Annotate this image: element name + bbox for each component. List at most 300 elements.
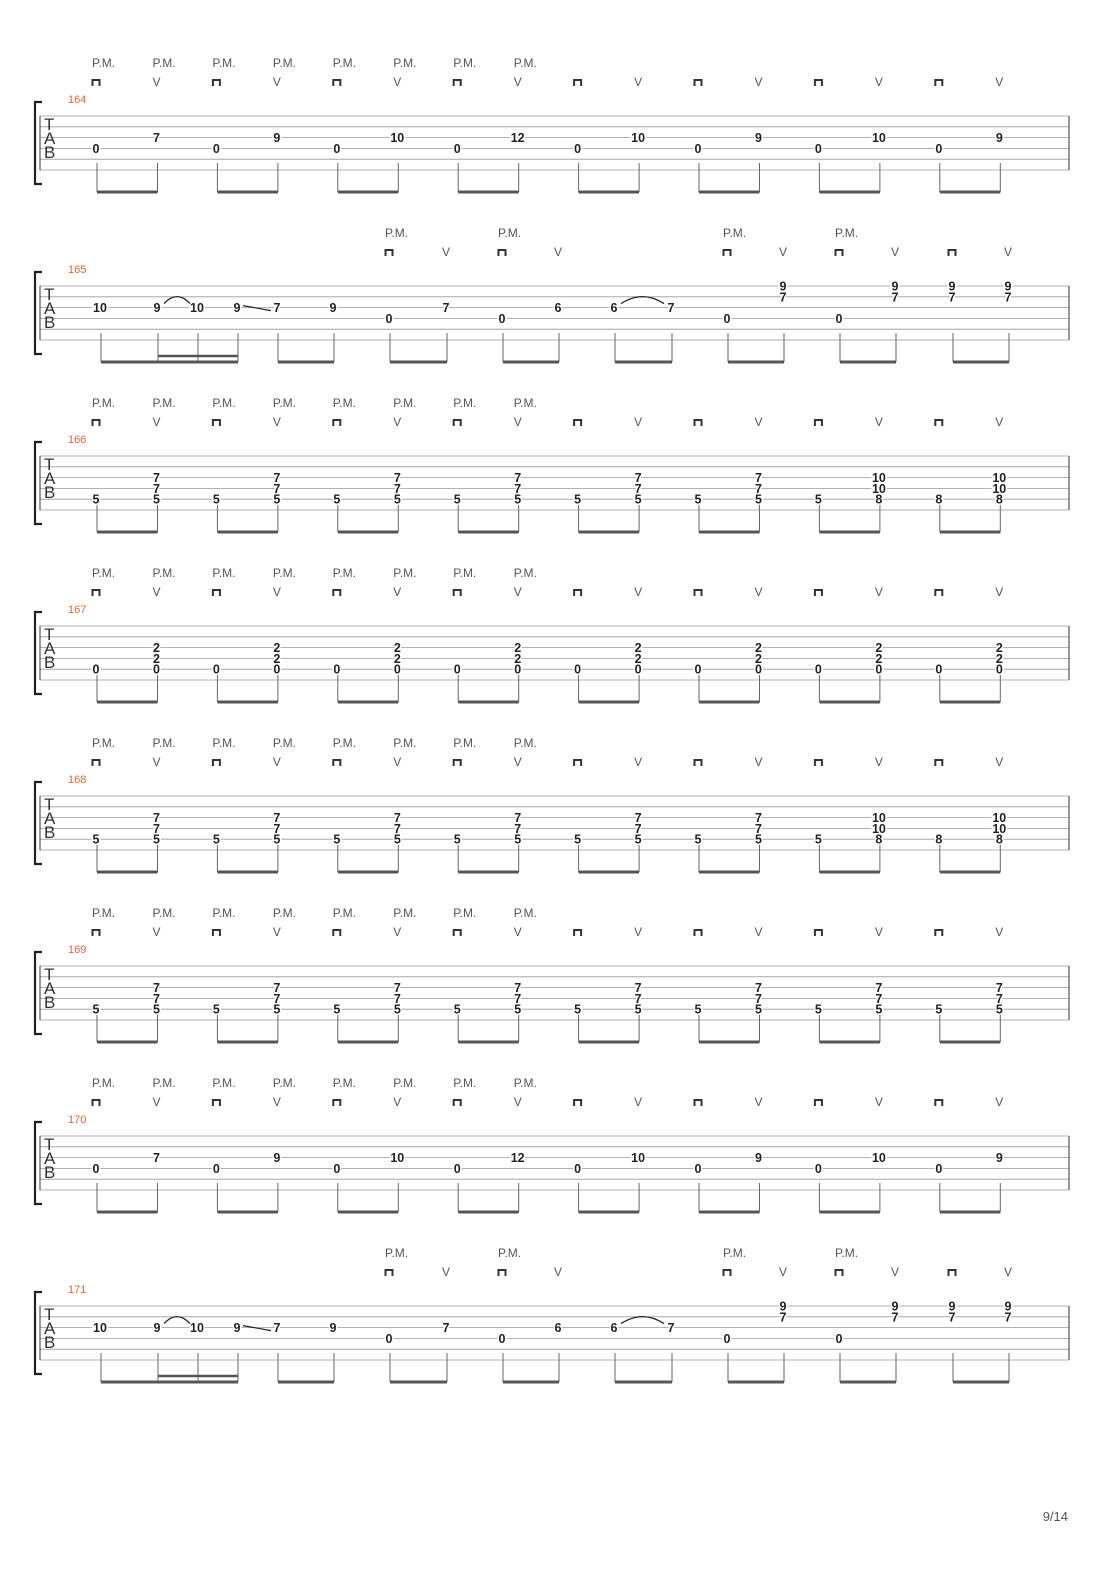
downstroke-icon [949,1270,956,1276]
palm-mute-label: P.M. [498,1246,522,1260]
upstroke-icon: V [393,75,402,89]
fret-number: 5 [935,1002,943,1017]
fret-number: 7 [755,981,762,996]
palm-mute-label: P.M. [453,396,477,410]
fret-number: 6 [554,1321,562,1336]
fret-number: 5 [574,1002,582,1017]
palm-mute-label: P.M. [272,736,297,750]
fret-number: 7 [514,981,522,996]
palm-mute-label: P.M. [152,1076,176,1090]
fret-number: 0 [333,662,341,677]
fret-number: 2 [153,641,160,656]
upstroke-icon: V [513,1095,522,1109]
upstroke-icon: V [995,1095,1004,1109]
fret-number: 5 [212,1002,220,1017]
tab-clef-letter: T [44,1135,55,1154]
upstroke-icon: V [634,755,643,769]
fret-number: 5 [393,832,401,847]
palm-mute-label: P.M. [152,566,176,580]
fret-number: 0 [92,662,100,677]
fret-number: 7 [634,981,642,996]
downstroke-icon [454,80,461,86]
fret-number: 5 [273,832,281,847]
fret-number: 5 [333,832,341,847]
fret-number: 0 [814,1161,822,1176]
tab-clef-letter: A [44,469,56,488]
downstroke-icon [454,420,461,426]
downstroke-icon [836,250,843,256]
fret-number: 0 [393,662,401,677]
fret-number: 7 [891,290,899,305]
downstroke-icon [695,420,702,426]
fret-number: 9 [153,1321,161,1336]
tab-clef-letter: B [44,993,56,1012]
fret-number: 0 [835,311,843,326]
fret-number: 0 [694,662,702,677]
fret-number: 7 [755,481,762,496]
fret-number: 10 [390,1151,405,1166]
upstroke-icon: V [754,585,763,599]
palm-mute-label: P.M. [393,906,417,920]
upstroke-icon: V [634,75,643,89]
fret-number: 8 [995,832,1003,847]
upstroke-icon: V [754,755,763,769]
fret-number: 5 [694,1002,702,1017]
fret-number: 7 [153,1151,160,1166]
fret-number: 7 [153,481,160,496]
fret-number: 5 [212,832,220,847]
fret-number: 8 [935,492,943,507]
fret-number: 0 [453,662,461,677]
downstroke-icon [454,1100,461,1106]
palm-mute-label: P.M. [92,56,116,70]
tab-clef-letter: B [44,1163,56,1182]
tie [164,1317,190,1324]
palm-mute-label: P.M. [393,736,417,750]
tab-clef-letter: B [44,653,56,672]
fret-number: 7 [948,1310,956,1325]
page-number: 9/14 [1042,1509,1068,1524]
downstroke-icon [454,760,461,766]
measure-number: 165 [68,264,87,276]
palm-mute-label: P.M. [513,1076,537,1090]
upstroke-icon: V [393,925,402,939]
fret-number: 7 [634,471,642,486]
fret-number: 9 [948,1299,956,1314]
tab-clef-letter: A [44,809,56,828]
fret-number: 7 [393,821,401,836]
downstroke-icon [213,80,220,86]
fret-number: 7 [273,471,281,486]
fret-number: 7 [393,471,401,486]
fret-number: 7 [153,981,160,996]
fret-number: 0 [814,662,822,677]
fret-number: 9 [995,1151,1003,1166]
fret-number: 7 [273,811,281,826]
system-bracket [35,102,42,184]
upstroke-icon: V [152,925,161,939]
tab-clef-letter: A [44,129,56,148]
upstroke-icon: V [393,585,402,599]
fret-number: 7 [667,1321,675,1336]
fret-number: 5 [333,1002,341,1017]
fret-number: 10 [992,471,1007,486]
fret-number: 7 [393,811,401,826]
tab-clef-letter: A [44,299,56,318]
tab-clef-letter: T [44,965,55,984]
upstroke-icon: V [554,1265,563,1279]
fret-number: 10 [93,301,107,316]
palm-mute-label: P.M. [272,396,297,410]
upstroke-icon: V [272,415,281,429]
downstroke-icon [213,760,220,766]
downstroke-icon [815,420,822,426]
measure-number: 171 [68,1284,87,1296]
palm-mute-label: P.M. [272,566,297,580]
upstroke-icon: V [272,1095,281,1109]
palm-mute-label: P.M. [212,566,236,580]
palm-mute-label: P.M. [92,1076,116,1090]
fret-number: 10 [190,301,204,316]
fret-number: 5 [634,492,642,507]
downstroke-icon [93,420,100,426]
fret-number: 7 [273,991,281,1006]
upstroke-icon: V [272,75,281,89]
upstroke-icon: V [874,925,883,939]
downstroke-icon [695,80,702,86]
upstroke-icon: V [272,925,281,939]
fret-number: 5 [92,492,100,507]
fret-number: 9 [891,1299,899,1314]
downstroke-icon [93,760,100,766]
fret-number: 0 [333,1161,341,1176]
fret-number: 0 [453,1161,461,1176]
upstroke-icon: V [513,75,522,89]
fret-number: 10 [190,1321,204,1336]
tab-clef-letter: T [44,795,55,814]
fret-number: 2 [393,651,401,666]
fret-number: 0 [634,662,642,677]
tab-clef-letter: A [44,979,56,998]
fret-number: 5 [92,832,100,847]
fret-number: 5 [212,492,220,507]
downstroke-icon [574,760,581,766]
palm-mute-label: P.M. [152,396,176,410]
downstroke-icon [454,590,461,596]
fret-number: 0 [935,662,943,677]
fret-number: 2 [634,641,642,656]
downstroke-icon [695,760,702,766]
upstroke-icon: V [874,415,883,429]
palm-mute-label: P.M. [723,226,747,240]
fret-number: 7 [755,811,762,826]
fret-number: 5 [153,832,160,847]
upstroke-icon: V [442,1265,451,1279]
palm-mute-label: P.M. [453,1076,477,1090]
fret-number: 10 [631,1151,646,1166]
system-bracket [35,952,42,1034]
fret-number: 7 [442,1321,450,1336]
downstroke-icon [949,250,956,256]
downstroke-icon [333,760,340,766]
upstroke-icon: V [995,75,1004,89]
fret-number: 5 [514,1002,522,1017]
fret-number: 7 [875,991,883,1006]
fret-number: 7 [948,290,956,305]
downstroke-icon [695,590,702,596]
fret-number: 0 [723,311,731,326]
palm-mute-label: P.M. [453,56,477,70]
fret-number: 7 [514,811,522,826]
fret-number: 7 [442,301,450,316]
system-bracket [35,1122,42,1204]
fret-number: 5 [814,1002,822,1017]
fret-number: 0 [694,141,702,156]
palm-mute-label: P.M. [152,906,176,920]
fret-number: 9 [755,131,762,146]
fret-number: 0 [212,141,220,156]
fret-number: 10 [631,131,646,146]
tab-clef-letter: T [44,1305,55,1324]
upstroke-icon: V [152,415,161,429]
fret-number: 7 [755,821,762,836]
tie [621,297,664,304]
palm-mute-label: P.M. [212,1076,236,1090]
fret-number: 9 [273,1151,281,1166]
measure-number: 164 [68,94,87,106]
fret-number: 2 [393,641,401,656]
fret-number: 5 [514,492,522,507]
palm-mute-label: P.M. [453,906,477,920]
fret-number: 10 [871,481,886,496]
fret-number: 0 [935,1161,943,1176]
fret-number: 0 [995,662,1003,677]
system-bracket [35,612,42,694]
fret-number: 7 [514,991,522,1006]
fret-number: 2 [995,641,1003,656]
tab-clef-letter: B [44,823,56,842]
palm-mute-label: P.M. [272,56,297,70]
downstroke-icon [574,930,581,936]
upstroke-icon: V [891,1265,900,1279]
downstroke-icon [815,760,822,766]
fret-number: 10 [390,131,405,146]
tab-clef-letter: A [44,1149,56,1168]
fret-number: 9 [755,1151,762,1166]
downstroke-icon [93,590,100,596]
upstroke-icon: V [513,925,522,939]
fret-number: 5 [634,1002,642,1017]
palm-mute-label: P.M. [393,566,417,580]
palm-mute-label: P.M. [212,396,236,410]
tab-clef-letter: T [44,455,55,474]
fret-number: 0 [935,141,943,156]
fret-number: 7 [634,811,642,826]
fret-number: 7 [273,981,281,996]
upstroke-icon: V [754,415,763,429]
fret-number: 9 [329,301,337,316]
palm-mute-label: P.M. [453,566,477,580]
fret-number: 10 [871,471,886,486]
palm-mute-label: P.M. [513,906,537,920]
fret-number: 5 [574,492,582,507]
downstroke-icon [213,590,220,596]
fret-number: 9 [273,131,281,146]
fret-number: 9 [233,301,241,316]
fret-number: 2 [153,651,160,666]
fret-number: 7 [153,131,160,146]
upstroke-icon: V [634,1095,643,1109]
upstroke-icon: V [779,1265,788,1279]
fret-number: 7 [995,981,1003,996]
upstroke-icon: V [513,415,522,429]
palm-mute-label: P.M. [332,396,356,410]
fret-number: 9 [233,1321,241,1336]
upstroke-icon: V [874,1095,883,1109]
fret-number: 9 [779,279,787,294]
tab-clef-letter: A [44,639,56,658]
tab-clef-letter: B [44,483,56,502]
upstroke-icon: V [513,585,522,599]
fret-number: 0 [574,662,582,677]
fret-number: 8 [875,492,883,507]
fret-number: 9 [995,131,1003,146]
downstroke-icon [574,590,581,596]
tab-clef-letter: B [44,143,56,162]
downstroke-icon [213,1100,220,1106]
fret-number: 0 [875,662,883,677]
fret-number: 6 [554,301,562,316]
palm-mute-label: P.M. [212,736,236,750]
fret-number: 7 [755,471,762,486]
palm-mute-label: P.M. [272,1076,297,1090]
fret-number: 2 [995,651,1003,666]
downstroke-icon [815,930,822,936]
fret-number: 0 [385,1331,393,1346]
downstroke-icon [935,590,942,596]
fret-number: 5 [514,832,522,847]
fret-number: 9 [779,1299,787,1314]
tab-clef-letter: T [44,625,55,644]
fret-number: 5 [875,1002,883,1017]
palm-mute-label: P.M. [513,396,537,410]
fret-number: 7 [1004,1310,1012,1325]
fret-number: 5 [755,832,762,847]
fret-number: 5 [694,492,702,507]
upstroke-icon: V [874,75,883,89]
fret-number: 0 [835,1331,843,1346]
fret-number: 2 [273,641,281,656]
measure-number: 168 [68,774,87,786]
fret-number: 10 [871,811,886,826]
upstroke-icon: V [891,245,900,259]
palm-mute-label: P.M. [152,56,176,70]
fret-number: 5 [393,1002,401,1017]
upstroke-icon: V [995,925,1004,939]
palm-mute-label: P.M. [453,736,477,750]
fret-number: 7 [667,301,675,316]
fret-number: 2 [755,651,762,666]
fret-number: 0 [212,662,220,677]
fret-number: 6 [610,1321,618,1336]
fret-number: 5 [92,1002,100,1017]
tie [621,1317,664,1324]
fret-number: 7 [779,290,787,305]
fret-number: 7 [153,821,160,836]
downstroke-icon [454,930,461,936]
downstroke-icon [574,80,581,86]
palm-mute-label: P.M. [513,56,537,70]
fret-number: 0 [273,662,281,677]
upstroke-icon: V [393,415,402,429]
downstroke-icon [836,1270,843,1276]
fret-number: 7 [153,471,160,486]
fret-number: 0 [574,141,582,156]
fret-number: 10 [871,131,886,146]
fret-number: 5 [153,492,160,507]
fret-number: 5 [694,832,702,847]
fret-number: 10 [992,811,1007,826]
palm-mute-label: P.M. [332,736,356,750]
fret-number: 5 [755,1002,762,1017]
palm-mute-label: P.M. [835,226,859,240]
fret-number: 9 [153,301,161,316]
palm-mute-label: P.M. [92,736,116,750]
fret-number: 7 [634,481,642,496]
downstroke-icon [386,1270,393,1276]
downstroke-icon [213,420,220,426]
downstroke-icon [333,930,340,936]
palm-mute-label: P.M. [272,906,297,920]
palm-mute-label: P.M. [212,56,236,70]
system-bracket [35,442,42,524]
downstroke-icon [93,80,100,86]
fret-number: 0 [212,1161,220,1176]
downstroke-icon [386,250,393,256]
fret-number: 7 [995,991,1003,1006]
downstroke-icon [333,1100,340,1106]
fret-number: 5 [153,1002,160,1017]
system-bracket [35,272,42,354]
upstroke-icon: V [754,925,763,939]
fret-number: 7 [875,981,883,996]
fret-number: 0 [498,1331,506,1346]
downstroke-icon [333,420,340,426]
palm-mute-label: P.M. [393,56,417,70]
downstroke-icon [935,80,942,86]
fret-number: 0 [514,662,522,677]
downstroke-icon [93,930,100,936]
upstroke-icon: V [393,1095,402,1109]
downstroke-icon [815,590,822,596]
fret-number: 9 [329,1321,337,1336]
fret-number: 7 [273,1321,281,1336]
fret-number: 7 [514,471,522,486]
palm-mute-label: P.M. [332,566,356,580]
upstroke-icon: V [995,585,1004,599]
downstroke-icon [333,80,340,86]
fret-number: 0 [453,141,461,156]
tab-clef-letter: T [44,285,55,304]
fret-number: 7 [634,991,642,1006]
fret-number: 9 [1004,279,1012,294]
fret-number: 9 [948,279,956,294]
upstroke-icon: V [634,925,643,939]
fret-number: 12 [510,1151,525,1166]
palm-mute-label: P.M. [385,1246,409,1260]
fret-number: 12 [510,131,525,146]
slide [243,1326,271,1331]
